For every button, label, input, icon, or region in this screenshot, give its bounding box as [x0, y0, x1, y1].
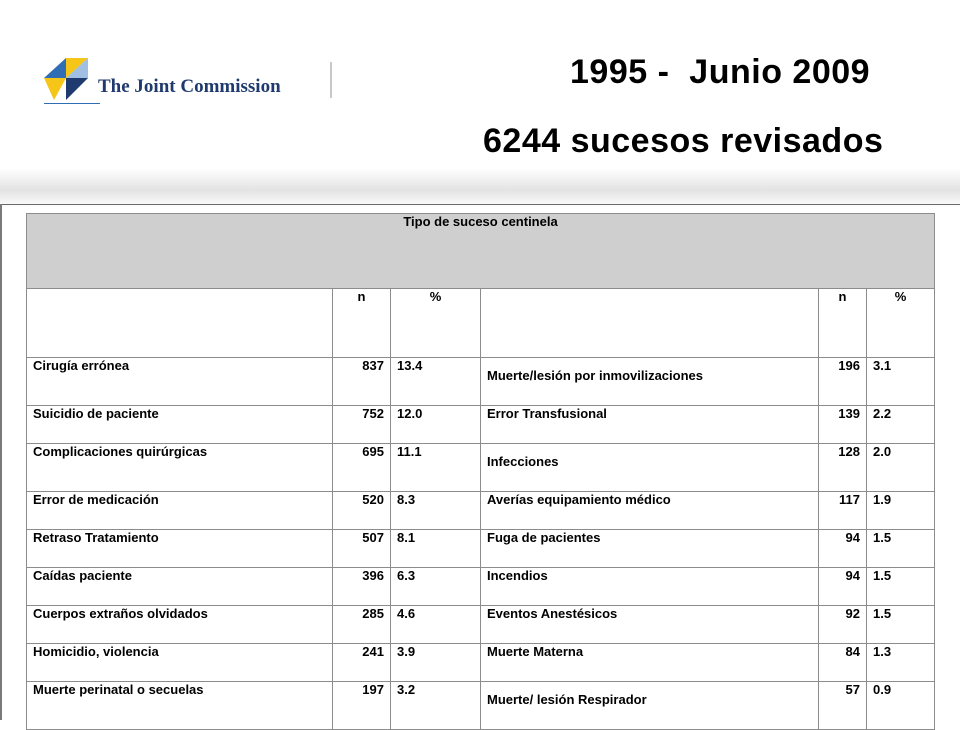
event-label-2: Fuga de pacientes [481, 530, 819, 568]
col-header-blank-2 [481, 289, 819, 358]
table-row [27, 644, 935, 682]
event-percent: 8.1 [391, 530, 481, 568]
event-count-2: 128 [819, 444, 867, 492]
event-percent-2: 0.9 [867, 682, 935, 730]
event-count: 396 [333, 568, 391, 606]
event-percent-2: 2.0 [867, 444, 935, 492]
table-row [27, 606, 935, 644]
logo-divider [330, 62, 332, 98]
col-header-pct: % [391, 289, 481, 358]
col-header-blank [27, 289, 333, 358]
event-label-2: Eventos Anestésicos [481, 606, 819, 644]
event-percent-2: 3.1 [867, 358, 935, 406]
table-row [27, 406, 935, 444]
table-header-row [27, 214, 935, 289]
event-count: 507 [333, 530, 391, 568]
event-count: 752 [333, 406, 391, 444]
event-percent: 3.2 [391, 682, 481, 730]
event-count: 285 [333, 606, 391, 644]
event-label-2: Averías equipamiento médico [481, 492, 819, 530]
col-header-n-2: n [819, 289, 867, 358]
logo-text: The Joint Commission [98, 76, 281, 97]
logo-underline [44, 103, 100, 104]
event-label-2: Muerte Materna [481, 644, 819, 682]
event-percent: 8.3 [391, 492, 481, 530]
event-label-2: Muerte/lesión por inmovilizaciones [481, 358, 819, 406]
event-label: Retraso Tratamiento [27, 530, 333, 568]
event-count-2: 196 [819, 358, 867, 406]
event-label: Cuerpos extraños olvidados [27, 606, 333, 644]
event-percent: 12.0 [391, 406, 481, 444]
event-count: 241 [333, 644, 391, 682]
event-count: 695 [333, 444, 391, 492]
event-label: Homicidio, violencia [27, 644, 333, 682]
event-label-2: Muerte/ lesión Respirador [481, 682, 819, 730]
band-divider [0, 204, 960, 205]
event-percent-2: 1.3 [867, 644, 935, 682]
table-row [27, 682, 935, 730]
event-count-2: 92 [819, 606, 867, 644]
event-label: Cirugía errónea [27, 358, 333, 406]
event-count-2: 117 [819, 492, 867, 530]
event-percent-2: 1.5 [867, 606, 935, 644]
table-row [27, 444, 935, 492]
event-percent: 13.4 [391, 358, 481, 406]
event-percent-2: 1.9 [867, 492, 935, 530]
table-header: Tipo de suceso centinela [27, 214, 935, 289]
column-header-row [27, 289, 935, 358]
event-count-2: 94 [819, 530, 867, 568]
event-label-2: Infecciones [481, 444, 819, 492]
event-label: Error de medicación [27, 492, 333, 530]
event-percent: 3.9 [391, 644, 481, 682]
event-count: 197 [333, 682, 391, 730]
sentinel-events-table [26, 213, 935, 730]
col-header-n: n [333, 289, 391, 358]
event-percent: 11.1 [391, 444, 481, 492]
event-label: Suicidio de paciente [27, 406, 333, 444]
col-header-pct-2: % [867, 289, 935, 358]
event-percent: 4.6 [391, 606, 481, 644]
decorative-band [0, 168, 960, 208]
event-label: Muerte perinatal o secuelas [27, 682, 333, 730]
event-label: Complicaciones quirúrgicas [27, 444, 333, 492]
event-percent-2: 2.2 [867, 406, 935, 444]
event-percent-2: 1.5 [867, 530, 935, 568]
event-count-2: 84 [819, 644, 867, 682]
event-count-2: 139 [819, 406, 867, 444]
event-percent-2: 1.5 [867, 568, 935, 606]
event-label: Caídas paciente [27, 568, 333, 606]
event-percent: 6.3 [391, 568, 481, 606]
table-row [27, 530, 935, 568]
event-count: 520 [333, 492, 391, 530]
table-row [27, 492, 935, 530]
event-count-2: 57 [819, 682, 867, 730]
event-count: 837 [333, 358, 391, 406]
event-count-2: 94 [819, 568, 867, 606]
table-row [27, 358, 935, 406]
left-edge-bar [0, 204, 2, 720]
period-title: 1995 - Junio 2009 [570, 53, 871, 91]
event-label-2: Incendios [481, 568, 819, 606]
event-label-2: Error Transfusional [481, 406, 819, 444]
events-reviewed-title: 6244 sucesos revisados [483, 122, 884, 160]
table-row [27, 568, 935, 606]
